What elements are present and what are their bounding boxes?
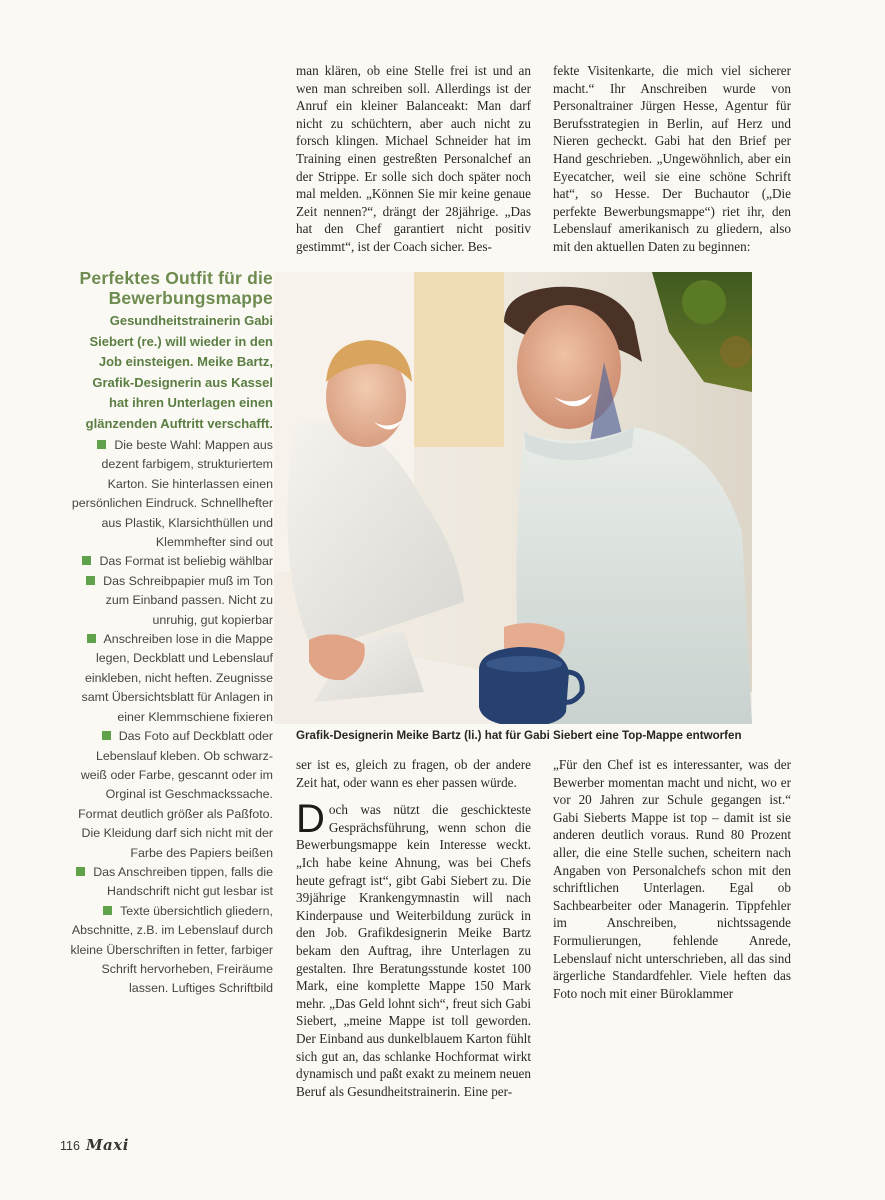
photo-caption: Grafik-Designerin Meike Bartz (li.) hat für Gabi Siebert eine Top-Mappe entworfen xyxy=(296,729,742,742)
sidebar-title: Perfektes Outfit für die Bewerbungsmappe xyxy=(79,268,273,308)
sidebar-tip xyxy=(70,727,273,863)
sidebar-tip-text: Die beste Wahl: Mappen aus dezent farbigem, strukturiertem Karton. Sie hinterlassen einen persönlichen Eindruck. Schnellhefter aus Plastik, Klarsichthüllen und Klemmhefter sind out xyxy=(71,438,273,550)
sidebar-tip xyxy=(70,572,273,630)
green-square-bullet-icon xyxy=(82,556,91,565)
article-column-1-top xyxy=(296,62,531,256)
sidebar-tip-text: Das Format ist beliebig wählbar xyxy=(99,554,273,569)
green-square-bullet-icon xyxy=(103,906,112,915)
sidebar-tip xyxy=(70,436,273,552)
page-number: 116 xyxy=(60,1139,80,1153)
sidebar-tip-text: Texte übersichtlich gliedern, Abschnitte, z.B. im Lebenslauf durch kleine Überschriften in fetter, farbiger Schrift hervorheben, Freiräume lassen. Luftiges Schriftbild xyxy=(70,903,273,996)
page-footer xyxy=(60,1136,129,1154)
article-paragraph: fekte Visitenkarte, die mich viel sicherer macht.“ Ihr Anschreiben wurde von Personaltrainer Jürgen Hesse, Agentur für Berufsstrategien in Berlin, auf Herz und Nieren gecheckt. Gabi hat den Brief per Hand geschrieben. „Ungewöhnlich, aber ein Eyecatcher, weil sie eine schöne Schrift hat“, so Hesse. Der Buchautor („Die perfekte Bewerbungsmappe“) riet ihr, den Lebenslauf amerikanisch zu gliedern, also mit den aktuellen Daten zu beginnen: xyxy=(553,63,791,254)
sidebar-intro: Gesundheitstrainerin Gabi Siebert (re.) will wieder in den Job einsteigen. Meike Bartz, Grafik-Designerin aus Kassel hat ihren Unterlagen einen glänzenden Auftritt verschafft. xyxy=(85,313,273,431)
photo-two-women-smiling xyxy=(274,272,752,724)
sidebar-tip xyxy=(70,902,273,999)
sidebar-tip xyxy=(70,863,273,902)
sidebar-tip-text: Anschreiben lose in die Mappe legen, Deckblatt und Lebenslauf einkleben, nicht heften. Zeugnisse samt Übersichtsblatt für Anlagen in einer Klemmschiene fixieren xyxy=(81,632,273,724)
green-square-bullet-icon xyxy=(102,731,111,740)
green-square-bullet-icon xyxy=(87,634,96,643)
green-square-bullet-icon xyxy=(76,867,85,876)
sidebar-tips-list xyxy=(70,436,273,999)
article-column-2-top xyxy=(553,62,791,256)
article-photo xyxy=(274,272,752,724)
article-paragraph: man klären, ob eine Stelle frei ist und an wen man schreiben soll. Allerdings ist der Anruf ein kleiner Balanceakt: Man darf nicht zu schüchtern, aber auch nicht zu forsch klingen. Michael Schneider hat im Training einen gestreßten Personalchef an der Strippe. Er solle sich doch später noch mal melden. „Können Sie mir keine genaue Zeit nennen?“, drängt der 28jährige. „Das hat den Chef garantiert nicht positiv gestimmt“, ist der Coach sicher. Bes- xyxy=(296,63,531,254)
article-paragraph xyxy=(296,797,531,1100)
article-paragraph: „Für den Chef ist es interessanter, was der Bewerber momentan macht und nicht, wo er vor 20 Jahren zur Schule gegangen ist.“ Gabi Sieberts Mappe ist top – damit ist sie anderen deutlich voraus. Rund 80 Prozent aller, die eine Stelle suchen, scheitern nach Angaben von Personalchefs schon mit den schriftlichen Unterlagen. Egal ob Sachbearbeiter oder Managerin. Tippfehler im Anschreiben, nichtssagende Formulierungen, fehlende Anrede, Lebenslauf nicht unterschrieben, all das sind ärgerliche Standardfehler. Viele heften das Foto noch mit einer Büroklammer xyxy=(553,757,791,1001)
green-square-bullet-icon xyxy=(86,576,95,585)
magazine-logo: Maxi xyxy=(85,1136,129,1154)
sidebar-tip-text: Das Foto auf Deckblatt oder Lebenslauf kleben. Ob schwarz-weiß oder Farbe, gescannt oder im Orginal ist Geschmackssache. Format deutlich größer als Paßfoto. Die Kleidung darf sich nicht mit der Farbe des Papiers beißen xyxy=(78,729,273,860)
article-column-1-bottom xyxy=(296,756,531,1100)
article-column-2-bottom xyxy=(553,756,791,1002)
sidebar-box xyxy=(70,268,273,999)
article-paragraph-text: och was nützt die geschickteste Gesprächsführung, wenn schon die Bewerbungsmappe kein Interesse weckt. „Ich habe keine Ahnung, was bei Chefs heute gefragt ist“, gibt Gabi Siebert zu. Die 39jährige Krankengymnastin will nach Kinderpause und Weiterbildung zurück in den Job. Grafikdesignerin Meike Bartz bekam den Auftrag, ihre Unterlagen zu gestalten. Ihre Beratungsstunde kostet 100 Mark, eine komplette Mappe 150 Mark mehr. „Das Geld lohnt sich“, freut sich Gabi Siebert, „meine Mappe ist toll geworden. Der Einband aus dunkelblauem Karton fühlt sich gut an, das schlanke Hochformat wirkt dynamisch und paßt exakt zu meinem neuen Beruf als Gesundheitstrainerin. Eine per- xyxy=(296,802,531,1099)
green-square-bullet-icon xyxy=(97,440,106,449)
sidebar-tip-text: Das Anschreiben tippen, falls die Handschrift nicht gut lesbar ist xyxy=(93,864,273,899)
sidebar-tip-text: Das Schreibpapier muß im Ton zum Einband passen. Nicht zu unruhig, gut kopierbar xyxy=(103,573,273,627)
sidebar-tip xyxy=(70,630,273,727)
sidebar-tip xyxy=(70,552,273,571)
drop-cap: D xyxy=(296,797,325,842)
article-paragraph: ser ist es, gleich zu fragen, ob der andere Zeit hat, oder wann es eher passen würde. xyxy=(296,757,531,790)
